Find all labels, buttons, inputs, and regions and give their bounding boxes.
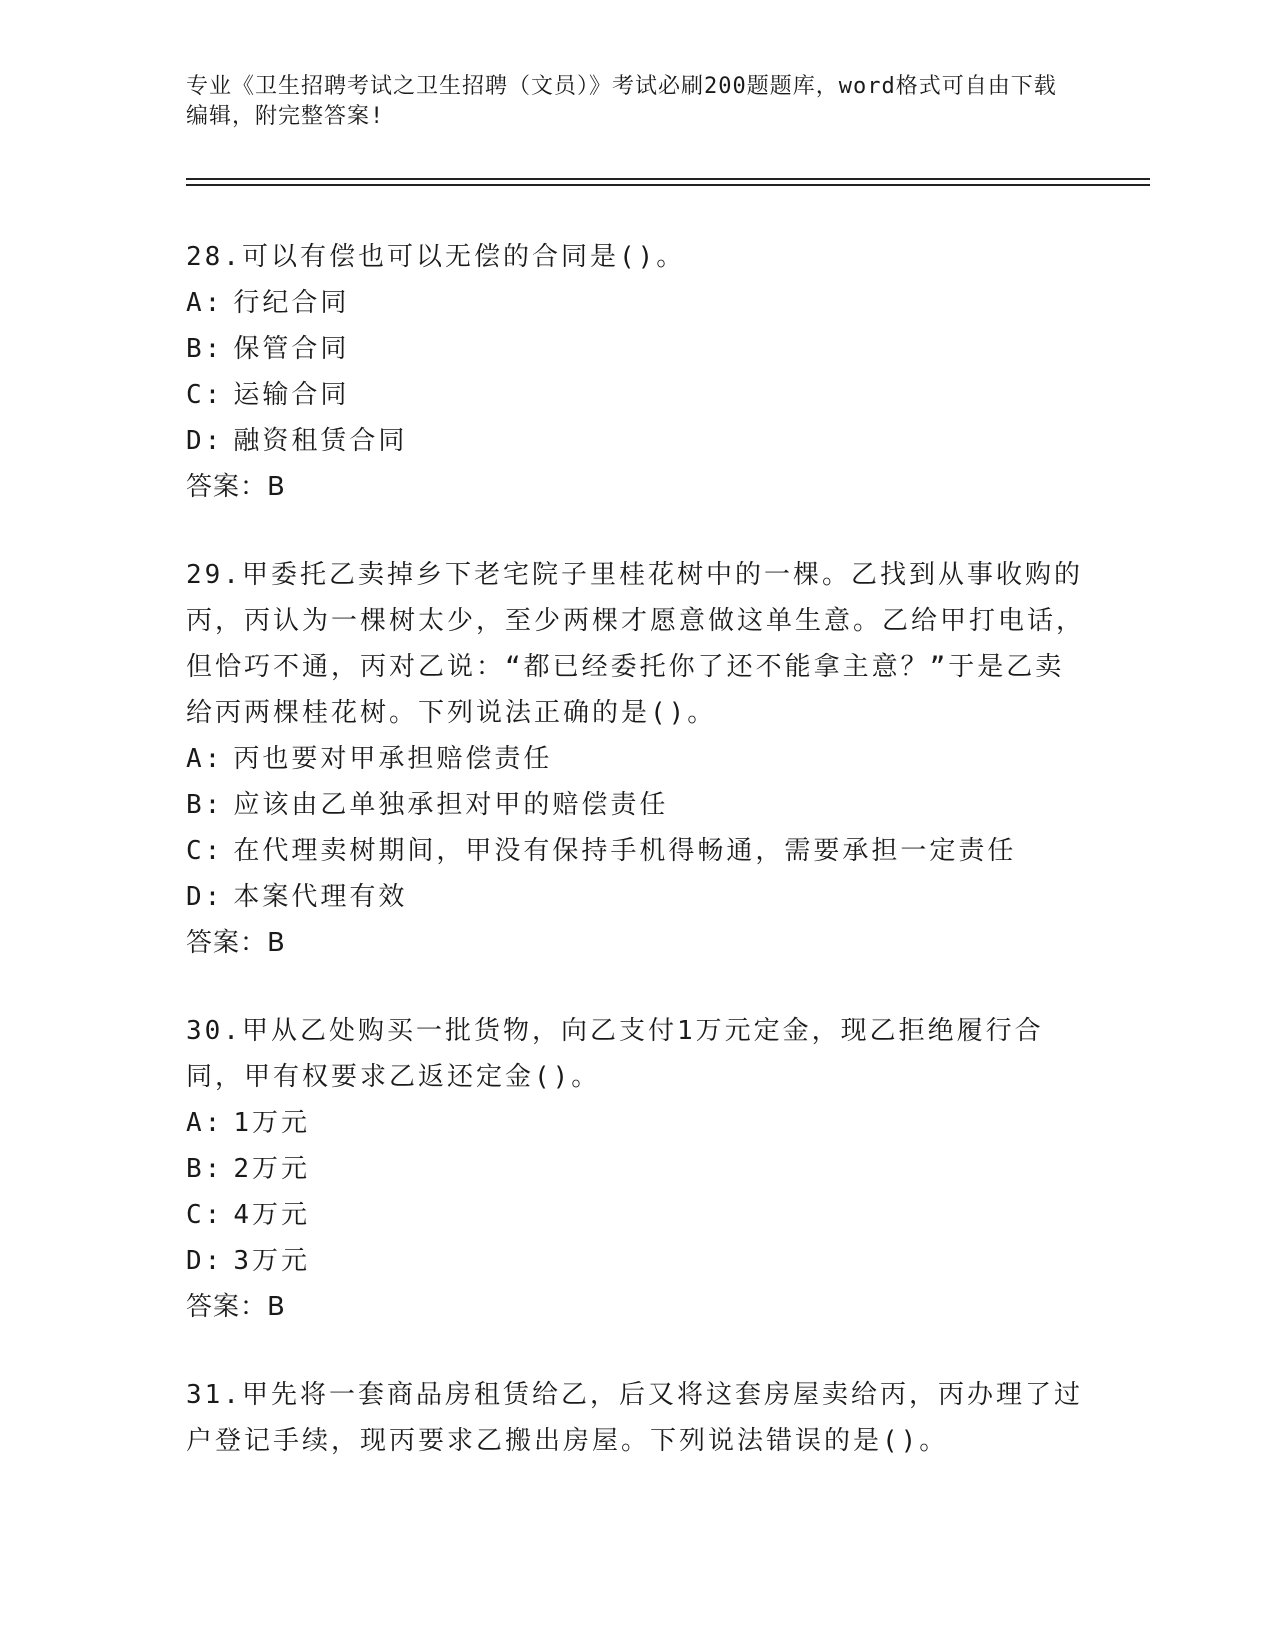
option-b bbox=[186, 782, 1086, 828]
option-label: D: bbox=[186, 882, 224, 912]
question-text: 28.可以有偿也可以无偿的合同是()。 bbox=[186, 242, 686, 272]
option-text: 应该由乙单独承担对甲的赔偿责任 bbox=[233, 790, 669, 820]
option-text: 行纪合同 bbox=[233, 288, 350, 318]
question-text: 29.甲委托乙卖掉乡下老宅院子里桂花树中的一棵。乙找到从事收购的丙，丙认为一棵树太少，至少两棵才愿意做这单生意。乙给甲打电话，但恰巧不通，丙对乙说：“都已经委托你了还不能拿主意？”于是乙卖给丙两棵桂花树。下列说法正确的是()。 bbox=[186, 560, 1086, 728]
option-label: D: bbox=[186, 1246, 224, 1276]
option-text: 在代理卖树期间，甲没有保持手机得畅通，需要承担一定责任 bbox=[233, 836, 1017, 866]
question-30 bbox=[186, 1008, 1086, 1330]
option-label: C: bbox=[186, 1200, 224, 1230]
option-label: B: bbox=[186, 334, 224, 364]
option-d bbox=[186, 418, 1086, 464]
option-d bbox=[186, 1238, 1086, 1284]
option-b bbox=[186, 326, 1086, 372]
option-text: 保管合同 bbox=[233, 334, 350, 364]
header-divider-top bbox=[186, 178, 1150, 180]
answer-text: 答案：B bbox=[186, 472, 286, 502]
header-description: 专业《卫生招聘考试之卫生招聘（文员）》考试必刷200题题库，word格式可自由下载编辑，附完整答案! bbox=[186, 74, 1057, 129]
option-text: 2万元 bbox=[233, 1154, 310, 1184]
option-text: 本案代理有效 bbox=[233, 882, 408, 912]
option-a bbox=[186, 280, 1086, 326]
option-b bbox=[186, 1146, 1086, 1192]
option-text: 丙也要对甲承担赔偿责任 bbox=[233, 744, 553, 774]
option-text: 4万元 bbox=[233, 1200, 310, 1230]
option-label: A: bbox=[186, 288, 224, 318]
option-text: 融资租赁合同 bbox=[233, 426, 408, 456]
option-label: A: bbox=[186, 744, 224, 774]
option-label: B: bbox=[186, 1154, 224, 1184]
document-header bbox=[186, 72, 1066, 132]
question-text: 30.甲从乙处购买一批货物，向乙支付1万元定金，现乙拒绝履行合同，甲有权要求乙返还定金()。 bbox=[186, 1016, 1044, 1092]
option-label: C: bbox=[186, 380, 224, 410]
question-29 bbox=[186, 552, 1086, 966]
question-28 bbox=[186, 234, 1086, 510]
option-a bbox=[186, 1100, 1086, 1146]
option-label: B: bbox=[186, 790, 224, 820]
answer-text: 答案：B bbox=[186, 928, 286, 958]
question-text: 31.甲先将一套商品房租赁给乙，后又将这套房屋卖给丙，丙办理了过户登记手续，现丙要求乙搬出房屋。下列说法错误的是()。 bbox=[186, 1380, 1083, 1456]
option-d bbox=[186, 874, 1086, 920]
option-a bbox=[186, 736, 1086, 782]
option-c bbox=[186, 1192, 1086, 1238]
option-label: C: bbox=[186, 836, 224, 866]
option-label: D: bbox=[186, 426, 224, 456]
option-text: 1万元 bbox=[233, 1108, 310, 1138]
question-31 bbox=[186, 1372, 1086, 1464]
answer-text: 答案：B bbox=[186, 1292, 286, 1322]
option-text: 3万元 bbox=[233, 1246, 310, 1276]
option-c bbox=[186, 372, 1086, 418]
option-label: A: bbox=[186, 1108, 224, 1138]
header-divider-bottom bbox=[186, 184, 1150, 186]
option-text: 运输合同 bbox=[233, 380, 350, 410]
option-c bbox=[186, 828, 1086, 874]
